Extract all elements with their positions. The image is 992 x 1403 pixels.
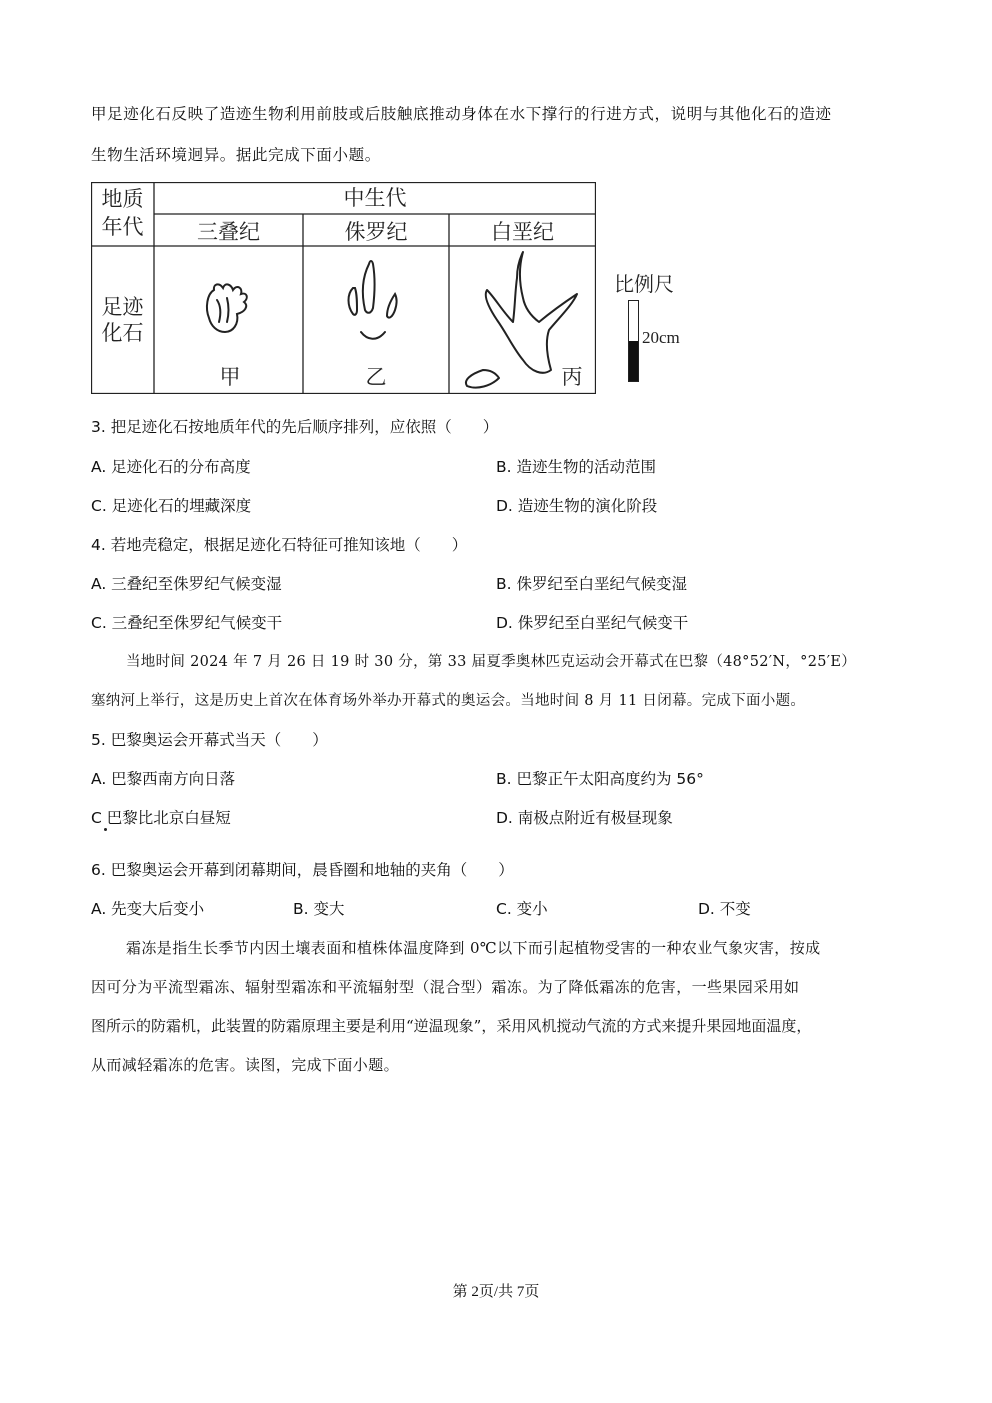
frost-line-1: 霜冻是指生长季节内因土壤表面和植株体温度降到 0℃以下而引起植物受害的一种农业气象灾害，按成: [126, 939, 821, 957]
q5-option-b[interactable]: B. 巴黎正午太阳高度约为 56°: [496, 770, 704, 788]
stray-dot: [104, 828, 107, 831]
scale-bar: [628, 300, 639, 382]
q6-option-c[interactable]: C. 变小: [496, 900, 548, 918]
q3-stem: 3. 把足迹化石按地质年代的先后顺序排列，应依照（ ）: [91, 418, 499, 436]
paris-line-2: 塞纳河上举行，这是历史上首次在体育场外举办开幕式的奥运会。当地时间 8 月 11 日闭幕。完成下面小题。: [91, 693, 806, 709]
row-label-footprint-line2: 化石: [101, 321, 144, 345]
period-cretaceous: 白垩纪: [491, 220, 554, 244]
fossil-yi-drawing: [349, 261, 397, 339]
fossil-label-bing: 丙: [561, 365, 583, 389]
paris-line-1: 当地时间 2024 年 7 月 26 日 19 时 30 分，第 33 届夏季奥林匹克运动会开幕式在巴黎（48°52′N，°25′E）: [126, 654, 857, 670]
q4-option-b[interactable]: B. 侏罗纪至白垩纪气候变湿: [496, 575, 687, 593]
q4-option-d[interactable]: D. 侏罗纪至白垩纪气候变干: [496, 614, 689, 632]
q4-stem: 4. 若地壳稳定，根据足迹化石特征可推知该地（ ）: [91, 536, 468, 554]
period-jurassic: 侏罗纪: [344, 220, 408, 244]
fossil-label-yi: 乙: [365, 365, 387, 389]
scale-value: 20cm: [642, 328, 680, 347]
q4-option-c[interactable]: C. 三叠纪至侏罗纪气候变干: [91, 614, 283, 632]
q5-stem: 5. 巴黎奥运会开幕式当天（ ）: [91, 731, 328, 749]
q5-option-c[interactable]: C 巴黎比北京白昼短: [91, 809, 231, 827]
scale-title: 比例尺: [614, 272, 674, 296]
q3-option-c[interactable]: C. 足迹化石的埋藏深度: [91, 497, 252, 515]
q3-option-d[interactable]: D. 造迹生物的演化阶段: [496, 497, 658, 515]
scale-bar-fill: [629, 341, 638, 381]
q6-option-a[interactable]: A. 先变大后变小: [91, 900, 205, 918]
period-triassic: 三叠纪: [197, 220, 260, 244]
row-label-footprint-line1: 足迹: [101, 295, 144, 319]
q3-option-b[interactable]: B. 造迹生物的活动范围: [496, 458, 656, 476]
q5-option-d[interactable]: D. 南极点附近有极昼现象: [496, 809, 673, 827]
frost-line-4: 从而减轻霜冻的危害。读图，完成下面小题。: [91, 1056, 400, 1074]
intro-line-2: 生物生活环境迥异。据此完成下面小题。: [91, 146, 381, 164]
header-geologic-age-line2: 年代: [101, 215, 144, 239]
q5-option-a[interactable]: A. 巴黎西南方向日落: [91, 770, 236, 788]
fossil-label-jia: 甲: [219, 365, 241, 389]
era-mesozoic: 中生代: [343, 186, 407, 210]
fossil-jia-drawing: [207, 284, 247, 332]
q6-option-d[interactable]: D. 不变: [698, 900, 751, 918]
intro-line-1: 甲足迹化石反映了造迹生物利用前肢或后肢触底推动身体在水下撑行的行进方式，说明与其他化石的造迹: [91, 105, 832, 123]
page-footer: 第 2页/共 7页: [452, 1284, 540, 1300]
q4-option-a[interactable]: A. 三叠纪至侏罗纪气候变湿: [91, 575, 282, 593]
header-geologic-age-line1: 地质: [101, 187, 144, 211]
fossil-table-grid: [91, 182, 596, 394]
q6-stem: 6. 巴黎奥运会开幕到闭幕期间，晨昏圈和地轴的夹角（ ）: [91, 861, 514, 879]
q3-option-a[interactable]: A. 足迹化石的分布高度: [91, 458, 251, 476]
q6-option-b[interactable]: B. 变大: [293, 900, 345, 918]
frost-line-3: 图所示的防霜机，此装置的防霜原理主要是利用“逆温现象”，采用风机搅动气流的方式来提升果园地面温度，: [91, 1017, 812, 1035]
frost-line-2: 因可分为平流型霜冻、辐射型霜冻和平流辐射型（混合型）霜冻。为了降低霜冻的危害，一些果园采用如: [91, 978, 800, 996]
fossil-table: [91, 182, 596, 394]
